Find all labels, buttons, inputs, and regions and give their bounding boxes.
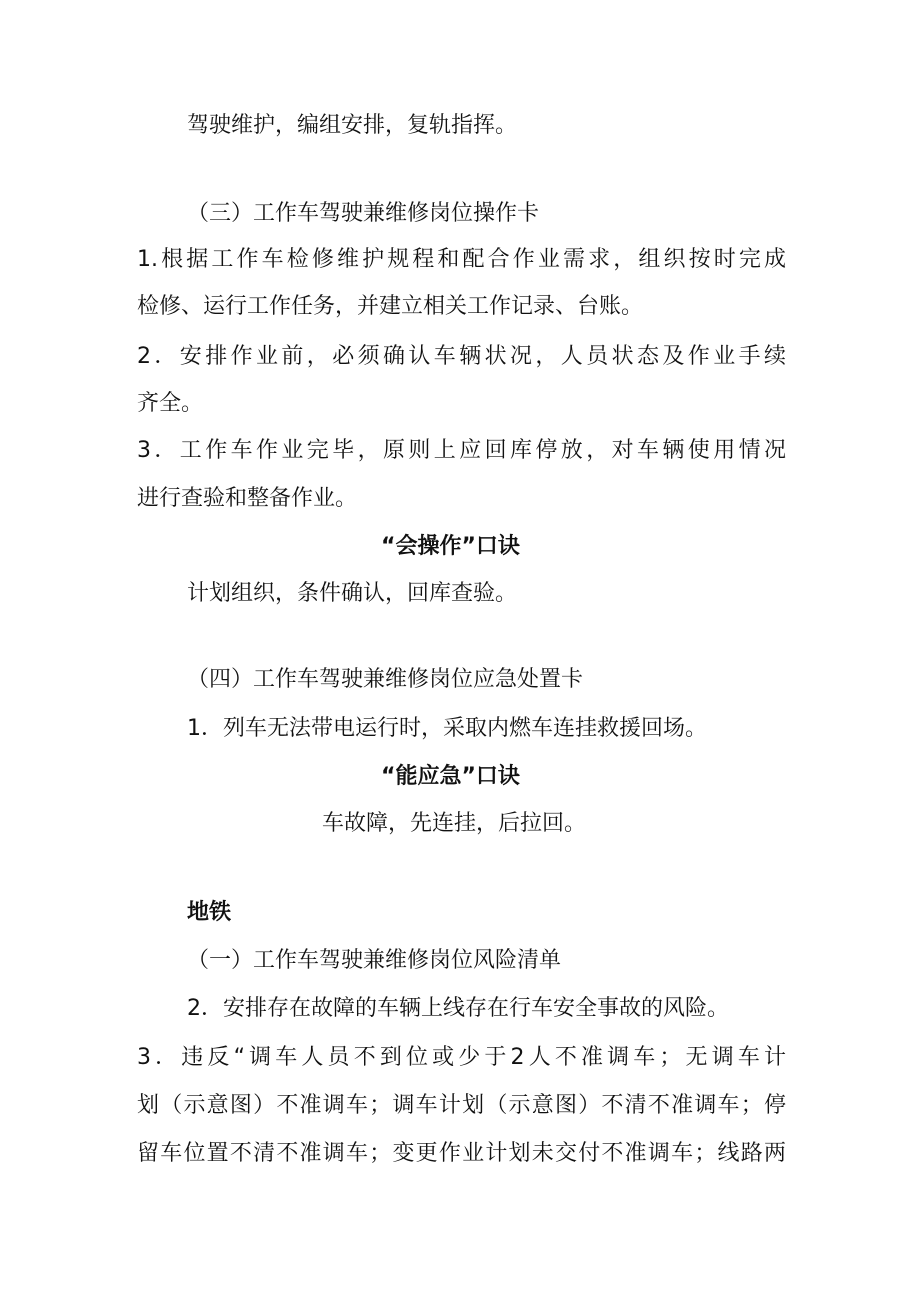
paragraph-text: 检修、运行工作任务，并建立相关工作记录、台账。 <box>137 294 644 319</box>
paragraph-text: 3．工作车作业完毕，原则上应回库停放，对车辆使用情况 <box>137 438 786 463</box>
paragraph-text: 1．列车无法带电运行时，采取内燃车连挂救援回场。 <box>187 716 707 741</box>
mnemonic-heading: “能应急”口诀 <box>381 764 520 789</box>
chapter-heading: 地铁 <box>187 900 232 925</box>
section-heading: （三）工作车驾驶兼维修岗位操作卡 <box>187 201 540 226</box>
paragraph-text: 车故障，先连挂，后拉回。 <box>322 811 587 836</box>
paragraph-text: 3．违反“调车人员不到位或少于2人不准调车；无调车计 <box>137 1045 786 1070</box>
section-heading: （一）工作车驾驶兼维修岗位风险清单 <box>187 948 562 973</box>
paragraph-text: 留车位置不清不准调车；变更作业计划未交付不准调车；线路两 <box>137 1141 786 1166</box>
paragraph-text: 驾驶维护，编组安排，复轨指挥。 <box>187 113 518 138</box>
paragraph-text: 划（示意图）不准调车；调车计划（示意图）不清不准调车；停 <box>137 1093 786 1118</box>
mnemonic-heading: “会操作”口诀 <box>381 534 520 559</box>
section-heading: （四）工作车驾驶兼维修岗位应急处置卡 <box>187 667 584 692</box>
paragraph-text: 2．安排存在故障的车辆上线存在行车安全事故的风险。 <box>187 996 729 1021</box>
paragraph-text: 齐全。 <box>137 391 204 416</box>
paragraph-text: 进行查验和整备作业。 <box>137 486 358 511</box>
paragraph-text: 计划组织，条件确认，回库查验。 <box>187 581 518 606</box>
paragraph-text: 2．安排作业前，必须确认车辆状况，人员状态及作业手续 <box>137 344 786 369</box>
paragraph-text: 1.根据工作车检修维护规程和配合作业需求，组织按时完成 <box>137 247 786 272</box>
